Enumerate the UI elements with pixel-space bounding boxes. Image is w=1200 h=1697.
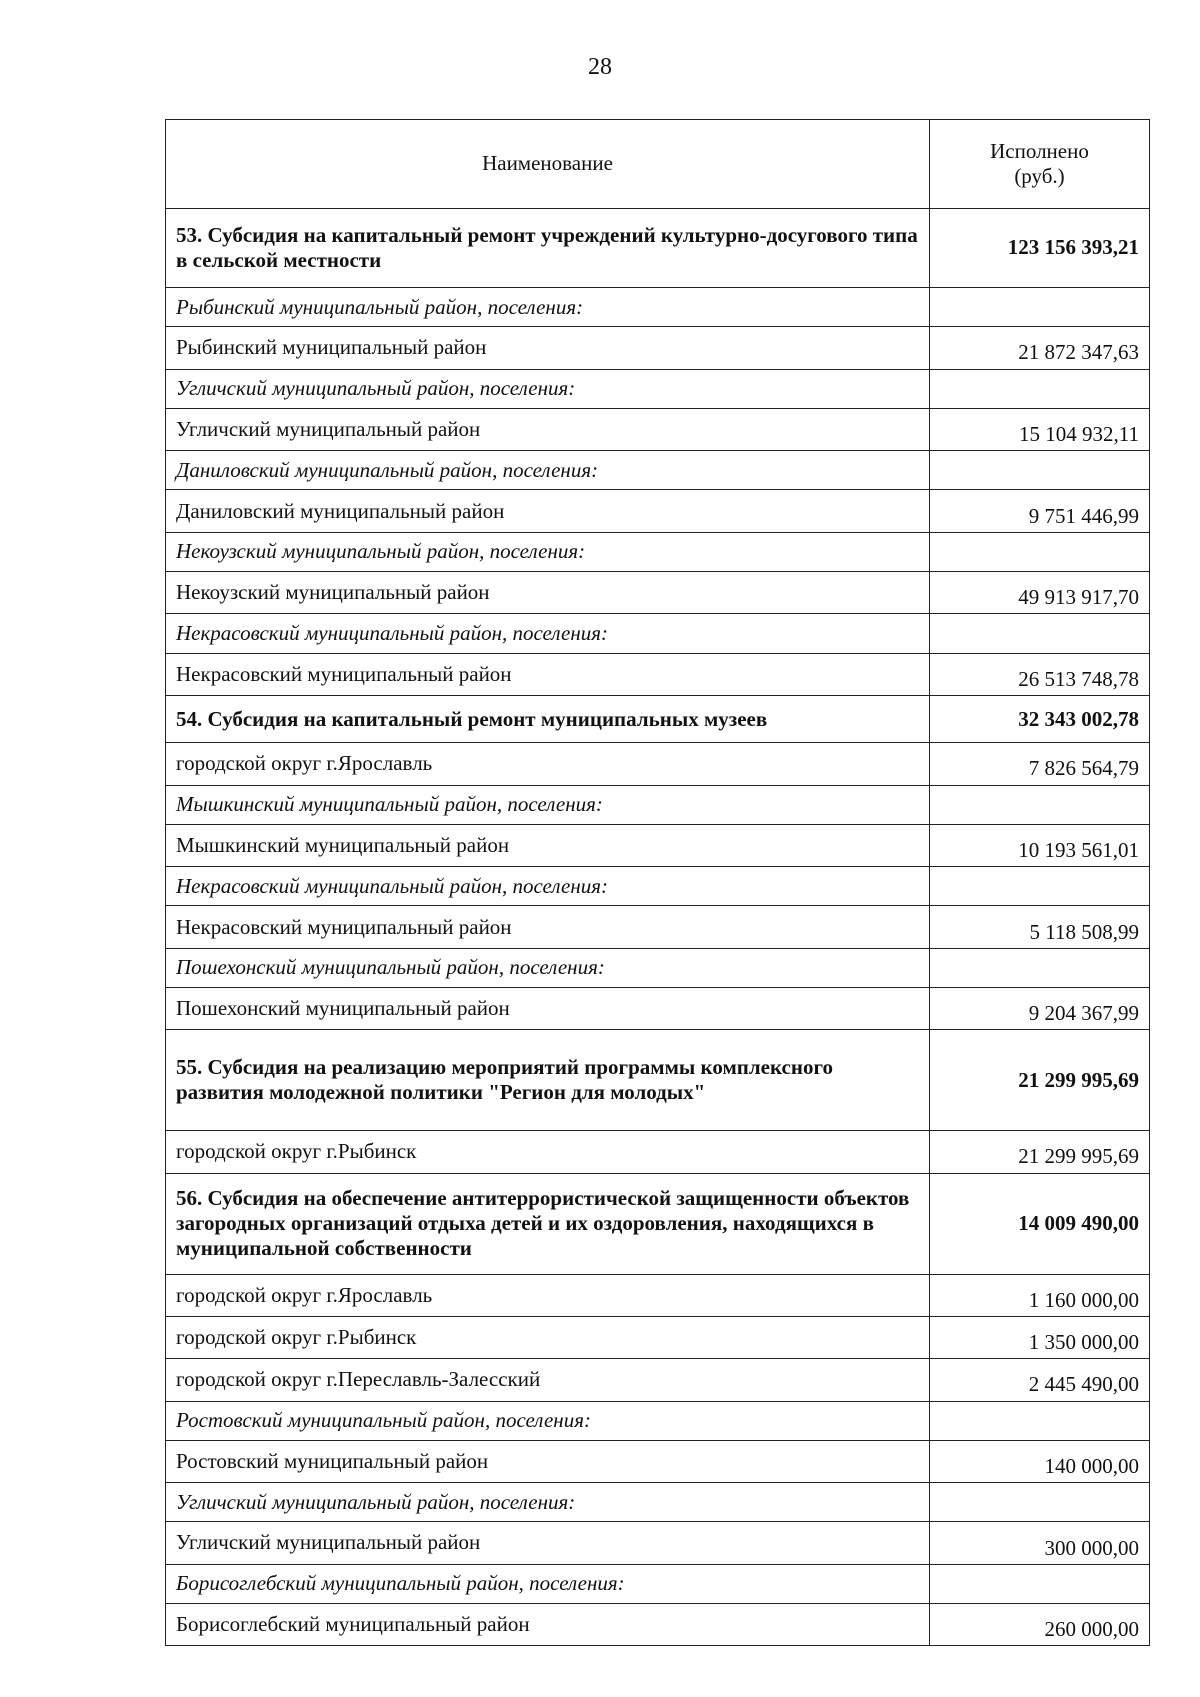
amount-cell: 260 000,00 xyxy=(930,1604,1150,1646)
recipient-name: Пошехонский муниципальный район xyxy=(166,988,930,1030)
amount-cell: 26 513 748,78 xyxy=(930,653,1150,695)
table-row xyxy=(166,743,1150,785)
group-row xyxy=(166,1483,1150,1522)
recipient-name: Угличский муниципальный район xyxy=(166,1522,930,1564)
group-label: Мышкинский муниципальный район, поселения: xyxy=(166,785,930,824)
section-total: 14 009 490,00 xyxy=(930,1173,1150,1274)
amount-cell: 21 872 347,63 xyxy=(930,327,1150,369)
recipient-name: Некрасовский муниципальный район xyxy=(166,653,930,695)
group-row xyxy=(166,288,1150,327)
recipient-name: городской округ г.Ярославль xyxy=(166,743,930,785)
page-number: 28 xyxy=(588,54,612,80)
table-row xyxy=(166,490,1150,532)
amount-cell: 49 913 917,70 xyxy=(930,572,1150,614)
recipient-name: Даниловский муниципальный район xyxy=(166,490,930,532)
group-label: Угличский муниципальный район, поселения: xyxy=(166,369,930,408)
table-header xyxy=(166,120,1150,209)
amount-cell: 15 104 932,11 xyxy=(930,408,1150,450)
group-label: Угличский муниципальный район, поселения: xyxy=(166,1483,930,1522)
amount-cell xyxy=(930,785,1150,824)
amount-cell: 140 000,00 xyxy=(930,1440,1150,1482)
section-row xyxy=(166,209,1150,288)
recipient-name: Угличский муниципальный район xyxy=(166,408,930,450)
amount-cell xyxy=(930,451,1150,490)
table-row xyxy=(166,653,1150,695)
recipient-name: Мышкинский муниципальный район xyxy=(166,824,930,866)
group-row xyxy=(166,614,1150,653)
table-row xyxy=(166,1440,1150,1482)
amount-cell xyxy=(930,867,1150,906)
recipient-name: Рыбинский муниципальный район xyxy=(166,327,930,369)
amount-cell: 21 299 995,69 xyxy=(930,1131,1150,1173)
recipient-name: городской округ г.Рыбинск xyxy=(166,1316,930,1358)
table-row xyxy=(166,327,1150,369)
group-label: Некрасовский муниципальный район, поселения: xyxy=(166,614,930,653)
table-row xyxy=(166,408,1150,450)
table-row xyxy=(166,572,1150,614)
section-row xyxy=(166,1173,1150,1274)
table-row xyxy=(166,824,1150,866)
section-title: 55. Субсидия на реализацию мероприятий программы комплексного развития молодежной политики "Регион для молодых" xyxy=(166,1030,930,1131)
amount-cell xyxy=(930,948,1150,987)
section-total: 123 156 393,21 xyxy=(930,209,1150,288)
group-row xyxy=(166,532,1150,571)
amount-cell xyxy=(930,288,1150,327)
amount-cell: 1 350 000,00 xyxy=(930,1316,1150,1358)
amount-cell xyxy=(930,1401,1150,1440)
amount-cell: 1 160 000,00 xyxy=(930,1274,1150,1316)
amount-cell: 5 118 508,99 xyxy=(930,906,1150,948)
amount-cell xyxy=(930,1483,1150,1522)
section-total: 21 299 995,69 xyxy=(930,1030,1150,1131)
amount-cell: 10 193 561,01 xyxy=(930,824,1150,866)
group-label: Ростовский муниципальный район, поселения: xyxy=(166,1401,930,1440)
group-row xyxy=(166,451,1150,490)
group-label: Пошехонский муниципальный район, поселения: xyxy=(166,948,930,987)
section-title: 53. Субсидия на капитальный ремонт учреждений культурно-досугового типа в сельской местности xyxy=(166,209,930,288)
header-amount: Исполнено (руб.) xyxy=(930,120,1150,209)
group-row xyxy=(166,948,1150,987)
recipient-name: Некоузский муниципальный район xyxy=(166,572,930,614)
amount-cell: 7 826 564,79 xyxy=(930,743,1150,785)
amount-cell xyxy=(930,1564,1150,1603)
recipient-name: Ростовский муниципальный район xyxy=(166,1440,930,1482)
recipient-name: городской округ г.Ярославль xyxy=(166,1274,930,1316)
table-row xyxy=(166,1359,1150,1401)
group-row xyxy=(166,1564,1150,1603)
header-name: Наименование xyxy=(166,120,930,209)
amount-cell xyxy=(930,369,1150,408)
group-row xyxy=(166,867,1150,906)
group-label: Рыбинский муниципальный район, поселения: xyxy=(166,288,930,327)
amount-cell xyxy=(930,532,1150,571)
group-row xyxy=(166,785,1150,824)
group-label: Некоузский муниципальный район, поселения: xyxy=(166,532,930,571)
section-title: 54. Субсидия на капитальный ремонт муниципальных музеев xyxy=(166,695,930,742)
group-label: Некрасовский муниципальный район, поселения: xyxy=(166,867,930,906)
recipient-name: Борисоглебский муниципальный район xyxy=(166,1604,930,1646)
budget-table xyxy=(165,119,1150,1646)
amount-cell: 2 445 490,00 xyxy=(930,1359,1150,1401)
group-label: Даниловский муниципальный район, поселения: xyxy=(166,451,930,490)
table-row xyxy=(166,1131,1150,1173)
section-title: 56. Субсидия на обеспечение антитеррористической защищенности объектов загородных организаций отдыха детей и их оздоровления, находящихся в муниципальной собственности xyxy=(166,1173,930,1274)
group-row xyxy=(166,369,1150,408)
table-row xyxy=(166,1522,1150,1564)
amount-cell: 9 751 446,99 xyxy=(930,490,1150,532)
table-body xyxy=(166,209,1150,1646)
amount-cell: 300 000,00 xyxy=(930,1522,1150,1564)
recipient-name: Некрасовский муниципальный район xyxy=(166,906,930,948)
table-row xyxy=(166,1316,1150,1358)
group-label: Борисоглебский муниципальный район, поселения: xyxy=(166,1564,930,1603)
amount-cell: 9 204 367,99 xyxy=(930,988,1150,1030)
section-row xyxy=(166,695,1150,742)
amount-cell xyxy=(930,614,1150,653)
table-row xyxy=(166,1604,1150,1646)
section-total: 32 343 002,78 xyxy=(930,695,1150,742)
section-row xyxy=(166,1030,1150,1131)
recipient-name: городской округ г.Переславль-Залесский xyxy=(166,1359,930,1401)
table-row xyxy=(166,906,1150,948)
table-row xyxy=(166,1274,1150,1316)
recipient-name: городской округ г.Рыбинск xyxy=(166,1131,930,1173)
group-row xyxy=(166,1401,1150,1440)
table-row xyxy=(166,988,1150,1030)
